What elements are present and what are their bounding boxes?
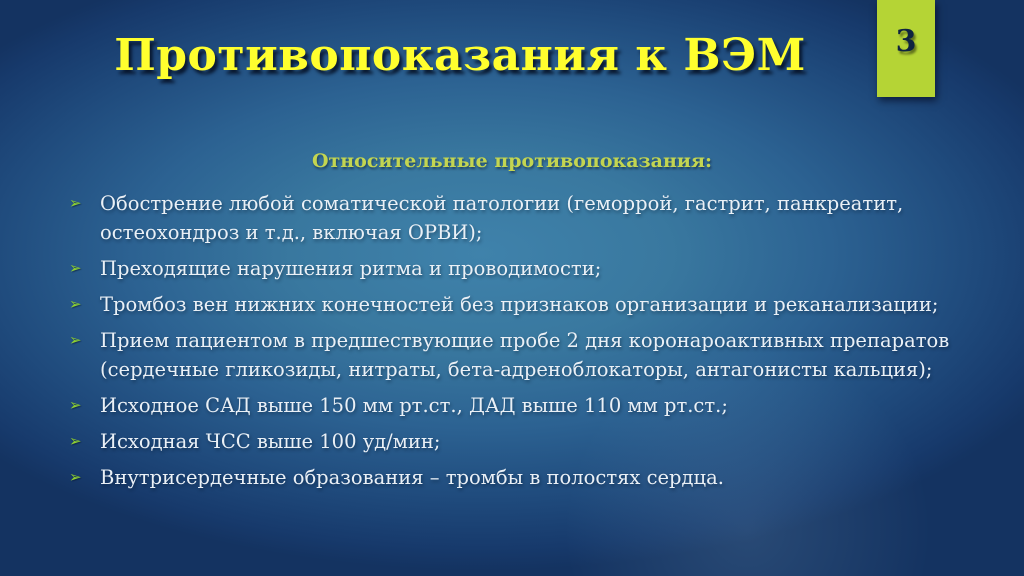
arrow-bullet-icon: ➢ — [69, 468, 82, 486]
slide-number: 3 — [895, 24, 917, 59]
list-item — [64, 391, 960, 420]
bullet-list — [64, 189, 960, 492]
bullet-text: Исходная ЧСС выше 100 уд/мин; — [100, 430, 441, 453]
title-area — [0, 30, 920, 81]
list-item — [64, 326, 960, 384]
arrow-bullet-icon: ➢ — [69, 432, 82, 450]
arrow-bullet-icon: ➢ — [69, 396, 82, 414]
list-item — [64, 427, 960, 456]
bullet-text: Исходное САД выше 150 мм рт.ст., ДАД выше 110 мм рт.ст.; — [100, 394, 728, 417]
arrow-bullet-icon: ➢ — [69, 194, 82, 212]
subtitle: Относительные противопоказания: — [311, 150, 713, 172]
bullet-text: Преходящие нарушения ритма и проводимости; — [100, 257, 602, 280]
list-item — [64, 463, 960, 492]
arrow-bullet-icon: ➢ — [69, 331, 82, 349]
list-item — [64, 254, 960, 283]
arrow-bullet-icon: ➢ — [69, 295, 82, 313]
arrow-bullet-icon: ➢ — [69, 259, 82, 277]
list-item — [64, 290, 960, 319]
list-item — [64, 189, 960, 247]
bullet-text: Обострение любой соматической патологии (геморрой, гастрит, панкреатит, остеохондроз и т.д., включая ОРВИ); — [100, 192, 904, 244]
slide-body — [64, 150, 960, 499]
bullet-text: Прием пациентом в предшествующие пробе 2 дня коронароактивных препаратов (сердечные гликозиды, нитраты, бета-адреноблокаторы, антагонисты кальция); — [100, 329, 950, 381]
bullet-text: Тромбоз вен нижних конечностей без признаков организации и реканализации; — [100, 293, 939, 316]
bullet-text: Внутрисердечные образования – тромбы в полостях сердца. — [100, 466, 724, 489]
slide-title: Противопоказания к ВЭМ — [114, 30, 806, 81]
